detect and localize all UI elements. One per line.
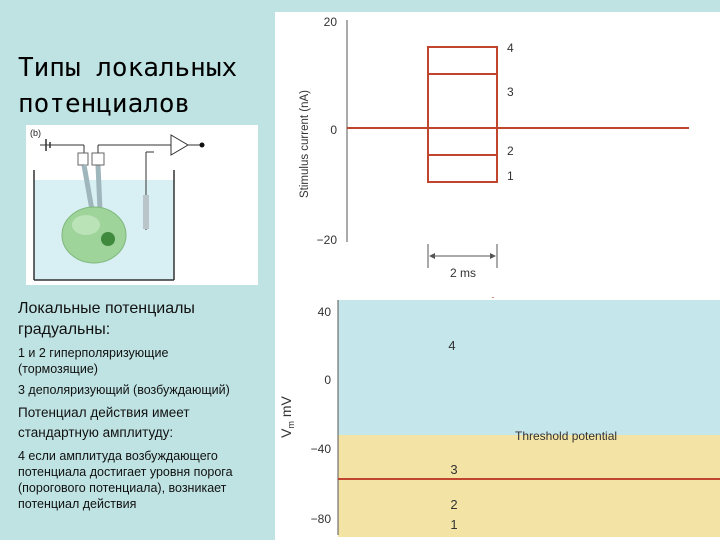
graded-line-1: Локальные потенциалы: [18, 300, 195, 317]
stim-electrode-holder: [78, 153, 88, 165]
duration-arrow-right-icon: [490, 253, 496, 259]
membrane-plot-bg: [338, 300, 720, 435]
ylabel-m: m: [286, 421, 296, 429]
pulse-label-4: 4: [507, 41, 514, 55]
cell-nucleus: [101, 232, 115, 246]
pulse-label-1: 1: [507, 169, 514, 183]
mem-tick-0: 0: [324, 373, 331, 387]
ap-line-2: стандартную амплитуду:: [18, 425, 174, 440]
thr-line-2: потенциала достигает уровня порога: [18, 465, 233, 479]
stimulus-pulse-3: [428, 74, 497, 128]
hyper-line-1: 1 и 2 гиперполяризующие: [18, 346, 169, 360]
depolarizing-note: [18, 382, 273, 398]
curve-label-2: 2: [450, 497, 458, 512]
amplifier-icon: [171, 135, 188, 155]
title-line-1: Типы локальных: [18, 53, 238, 83]
depol-line: 3 деполяризующий (возбуждающий): [18, 383, 230, 397]
pulse-label-2: 2: [507, 144, 514, 158]
threshold-label: Threshold potential: [515, 429, 618, 443]
subthreshold-zone: [338, 435, 720, 537]
charts-panel: [275, 12, 720, 540]
membrane-chart: [275, 297, 720, 537]
slide-title: [18, 50, 268, 122]
cell-body: [62, 207, 126, 263]
apparatus-svg: [26, 125, 258, 285]
ap-line-1: Потенциал действия имеет: [18, 405, 190, 420]
mem-tick-neg40: −40: [310, 442, 331, 456]
record-electrode: [98, 165, 100, 210]
curve-label-3: 3: [450, 462, 458, 477]
cell-highlight: [72, 215, 100, 235]
ylabel-unit: mV: [278, 396, 294, 422]
hyper-line-2: (тормозящие): [18, 362, 98, 376]
stimulus-pulse-4: [428, 47, 497, 128]
curve-label-1: 1: [450, 517, 458, 532]
ground-electrode: [143, 195, 149, 229]
stimulus-chart: [275, 12, 720, 282]
text-panel: [18, 298, 273, 512]
action-potential-statement: [18, 403, 273, 443]
duration-arrow-left-icon: [429, 253, 435, 259]
title-line-2: потенциалов: [18, 89, 191, 119]
stim-tick-0: 0: [330, 123, 337, 137]
stimulus-pulse-2: [428, 128, 497, 155]
duration-label: 2 ms: [449, 266, 477, 280]
record-electrode-holder: [92, 153, 104, 165]
thr-line-3: (порогового потенциала), возникает: [18, 481, 227, 495]
hyperpolarizing-note: [18, 345, 273, 377]
membrane-ylabel: [278, 395, 296, 437]
thr-line-4: потенциал действия: [18, 497, 137, 511]
output-terminal: [200, 143, 205, 148]
mem-tick-40: 40: [317, 305, 331, 319]
stim-tick-20: 20: [323, 15, 337, 29]
graded-line-2: градуальны:: [18, 321, 111, 338]
threshold-note: [18, 448, 273, 512]
pulse-label-3: 3: [507, 85, 514, 99]
apparatus-panel-label: (b): [30, 128, 41, 138]
mem-tick-neg80: −80: [310, 512, 331, 526]
graded-statement: [18, 298, 273, 340]
thr-line-1: 4 если амплитуда возбуждающего: [18, 449, 218, 463]
stimulus-pulses: [428, 47, 497, 182]
apparatus-illustration: [26, 125, 258, 285]
curve-label-4: 4: [448, 338, 456, 353]
stimulus-ylabel: Stimulus current (nA): [299, 89, 311, 199]
ylabel-v: V: [278, 428, 294, 438]
stim-tick-neg20: −20: [316, 233, 337, 247]
